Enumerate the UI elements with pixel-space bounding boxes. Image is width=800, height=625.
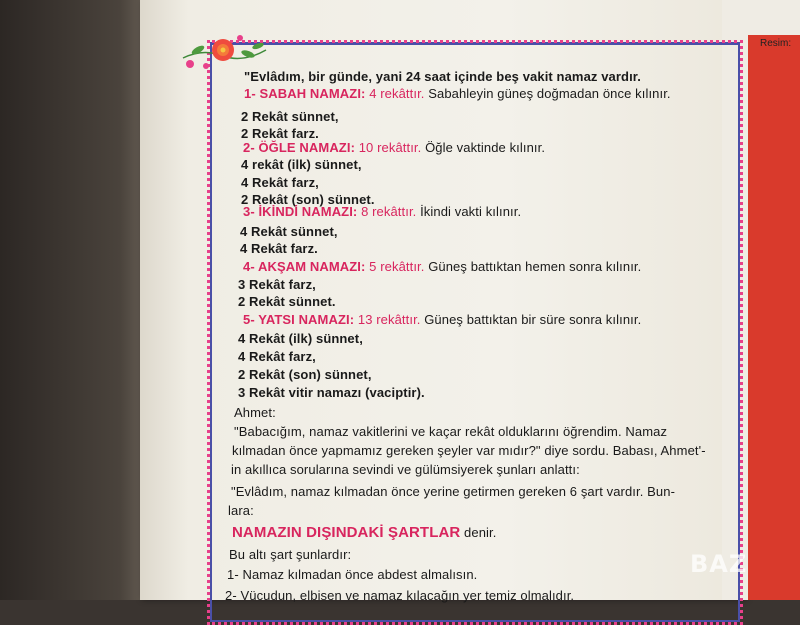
prayer-4-heading: 4- AKŞAM NAMAZI: [243, 259, 366, 274]
prayer-3-heading: 3- İKİNDİ NAMAZI: [243, 204, 358, 219]
prayer-5-count: 13 rekâttır. [357, 312, 421, 327]
prayer-5-item-3: 2 Rekât (son) sünnet, [238, 367, 372, 382]
prayer-2-item-2: 4 Rekât farz, [241, 175, 319, 190]
prayer-2-heading: 2- ÖĞLE NAMAZI: [243, 140, 355, 155]
prayer-5-item-1: 4 Rekât (ilk) sünnet, [238, 331, 363, 346]
prayer-2-item-1: 4 rekât (ilk) sünnet, [241, 157, 362, 172]
prayer-4-desc: Güneş battıktan hemen sonra kılınır. [428, 259, 642, 274]
prayer-3-desc: İkindi vakti kılınır. [420, 204, 522, 219]
prayer-5-line [243, 312, 641, 327]
question-line-2: kılmadan önce yapmamız gereken şeyler var mıdır?" diye sordu. Babası, Ahmet'- [232, 443, 706, 458]
prayer-2-line [243, 140, 545, 155]
prayer-1-count: 4 rekâttır. [369, 86, 425, 101]
prayer-1-desc: Sabahleyin güneş doğmadan önce kılınır. [428, 86, 671, 101]
conditions-heading: NAMAZIN DIŞINDAKİ ŞARTLAR [232, 524, 461, 541]
prayer-1-heading: 1- SABAH NAMAZI: [244, 86, 366, 101]
question-line-1: "Babacığım, namaz vakitlerini ve kaçar rekât olduklarını öğrendim. Namaz [234, 424, 668, 439]
condition-2: 2- Vücudun, elbisen ve namaz kılacağın yer temiz olmalıdır. [225, 588, 575, 603]
prayer-1-line [244, 86, 671, 101]
intro-line: "Evlâdım, bir günde, yani 24 saat içinde beş vakit namaz vardır. [244, 69, 641, 84]
prayer-5-heading: 5- YATSI NAMAZI: [243, 312, 355, 327]
next-page-label: Resim: [760, 38, 792, 49]
conditions-heading-line [232, 524, 496, 541]
prayer-1-item-2: 2 Rekât farz. [241, 126, 319, 141]
prayer-2-item-3: 2 Rekât (son) sünnet. [241, 192, 375, 207]
question-line-3: in akıllıca sorularına sevindi ve gülümsiyerek şunları anlattı: [231, 462, 580, 477]
answer-line-2: lara: [228, 503, 254, 518]
prayer-4-line [243, 259, 641, 274]
prayer-4-item-2: 2 Rekât sünnet. [238, 294, 336, 309]
answer-line-1: "Evlâdım, namaz kılmadan önce yerine getirmen gereken 6 şart vardır. Bun- [231, 484, 676, 499]
watermark-logo: BAZ [690, 550, 748, 578]
ahmet-label: Ahmet: [234, 405, 276, 420]
prayer-5-desc: Güneş battıktan bir süre sonra kılınır. [424, 312, 642, 327]
prayer-5-item-2: 4 Rekât farz, [238, 349, 316, 364]
prayer-3-item-1: 4 Rekât sünnet, [240, 224, 338, 239]
prayer-3-item-2: 4 Rekât farz. [240, 241, 318, 256]
prayer-1-item-1: 2 Rekât sünnet, [241, 109, 339, 124]
prayer-5-item-4: 3 Rekât vitir namazı (vaciptir). [238, 385, 425, 400]
prayer-3-count: 8 rekâttır. [361, 204, 417, 219]
six-conditions-intro: Bu altı şart şunlardır: [229, 547, 352, 562]
prayer-4-item-1: 3 Rekât farz, [238, 277, 316, 292]
prayer-3-line [243, 204, 521, 219]
conditions-heading-tail: denir. [464, 525, 497, 540]
condition-1: 1- Namaz kılmadan önce abdest almalısın. [227, 567, 478, 582]
prayer-2-count: 10 rekâttır. [358, 140, 422, 155]
prayer-4-count: 5 rekâttır. [369, 259, 425, 274]
prayer-2-desc: Öğle vaktinde kılınır. [425, 140, 546, 155]
